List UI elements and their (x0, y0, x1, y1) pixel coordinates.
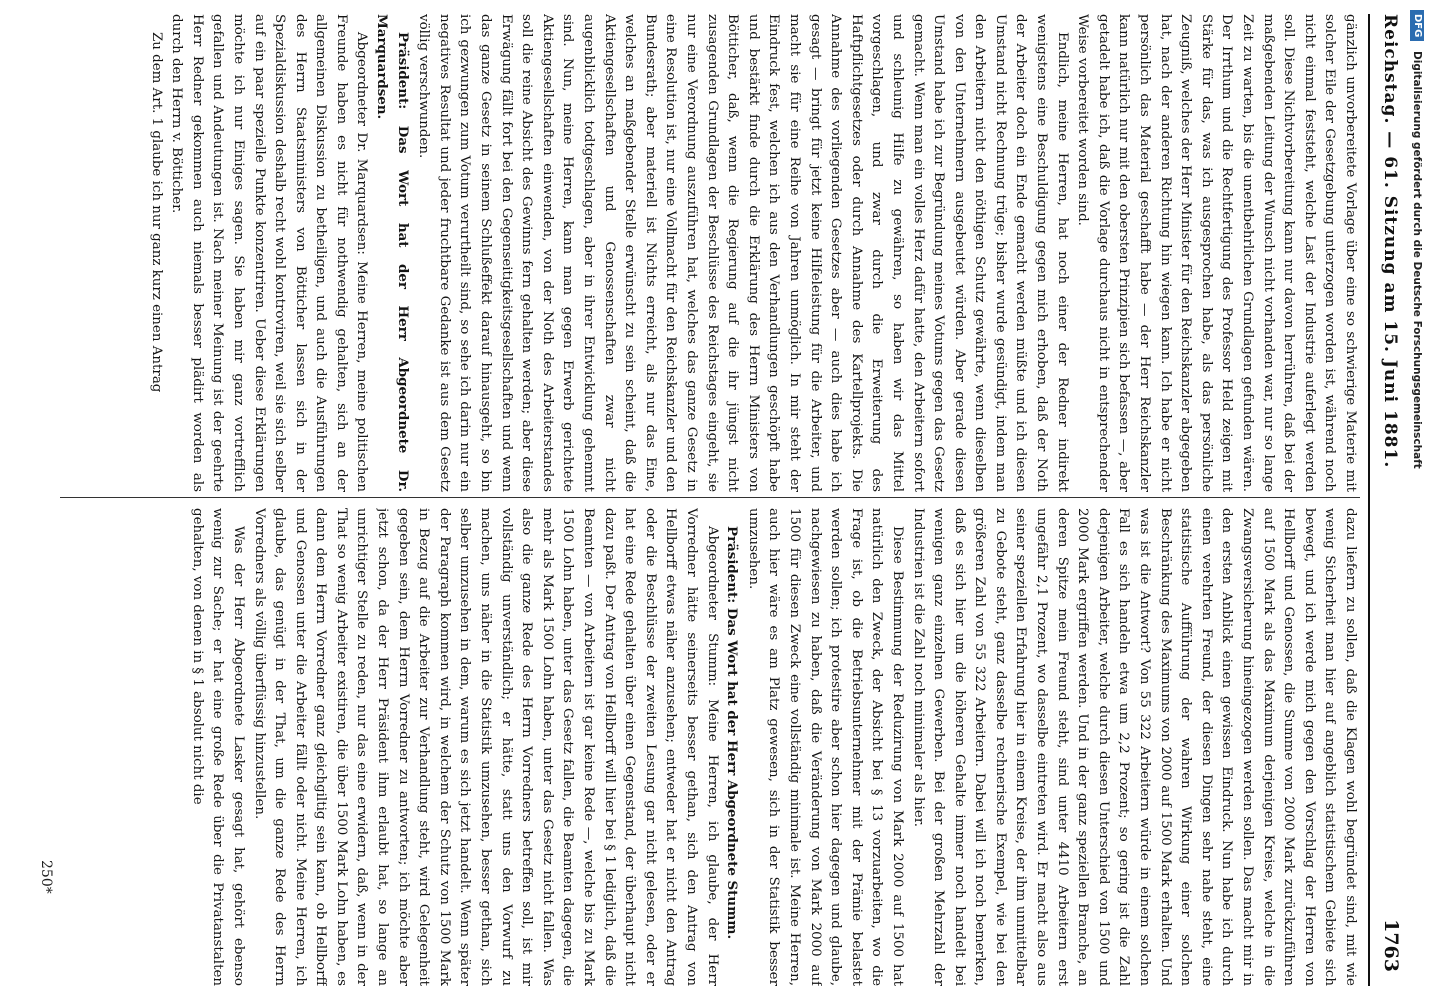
paragraph: Zu dem Art. 1 glaube ich nur ganz kurz einen Antrag (148, 32, 164, 393)
speech-paragraph: Abgeordneter Dr. Marquardsen: Meine Herren, meine politischen Freunde haben es nicht für nothwendig gehalten, sich an der allgemeinen Diskussion zu betheiligen, und auch die Ausführungen des Herrn Staatsministers von Bötticher lassen sich in der Spezialdiskussion deshalb recht wohl kontroviren, weil sie sich selber auf ein paar spezielle Punkte konzentriren. Ueber diese Erklärungen möchte ich nur Einiges sagen. Sie haben mir ganz vortrefflich gefallen und Andeutungen ist. Nach meiner Meinung ist der geehrte Herr Redner gekommen auch niemals besser plädirt worden als durch den Herrn v. Bötticher. (169, 14, 370, 492)
header-rule (1368, 14, 1370, 986)
paragraph: dazu liefern zu sollen, daß die Klagen wohl begründet sind, mit wie wenig Sicherheit man hier auf angeblich statistischem Gebiete sich bewegt, und ich werde mich gegen den Vorschlag der Herren von Hellborff und Genossen, die Summe von 2000 Mark zurückzuführen auf 1500 Mark als das Maximum derjenigen Kreise, welche in die Zwangsversicherung hineingezogen werden sollen. Das macht mir in den ersten Anblick einen gewissen Eindruck. Nun habe ich durch einen verehrten Freund, der diesen Dingen sehr nahe steht, eine statistische Aufführung der wahren Wirkung einer solchen Beschränkung des Maximums von 2000 auf 1500 Mark erhalten. Und was ist die Antwort? Von 55 322 Arbeitern würde in einem solchen Fall es sich handeln etwa um 2,2 Prozent; so gering ist die Zahl derjenigen Arbeiter, welche durch diesen Unterschied von 1500 und 2000 Mark ergriffen werden. Und in der ganz speziellen Branche, an deren Spitze mein Freund steht, sind unter 4410 Arbeitern erst ungefähr 2,1 Prozent, wo dasselbe eintreten wird. Er macht also aus seiner speziellen Erfahrung hier in einem Kreise, der ihm unmittelbar zu Gebote steht, ganz dasselbe rechnerische Exempel, wie bei den größeren Zahl von 55 322 Arbeitern. Dabei will ich noch bemerken, daß es sich hier um die höheren Gehalte immer noch handelt bei wenigen ganz einzelnen Gewerben. Bei der großen Mehrzahl der Industrien ist die Zahl noch minimaler als hier. (910, 508, 1358, 986)
text-column-right (60, 508, 1360, 986)
running-head: Reichstag. — 61. Sitzung am 15. Juni 1881. (1380, 14, 1400, 469)
digitization-credit (1404, 0, 1430, 1000)
page-header (1376, 14, 1402, 986)
paragraph: Endlich, meine Herren, hat noch einer der Redner indirekt wenigstens eine Beschuldigung gegen mich erhoben, daß der Noth der Arbeiter doch ein Ende gemacht werden müßte und ich diesen Umstand nicht Rechnung trüge; bisher wurde gesündigt, indem man den Arbeitern nicht den nöthigen Schutz gewährte, wenn dieselben von den Unternehmern ausgebeutet würden. Aber gerade diesen Umstand habe ich zur Begründung meines Votums gegen das Gesetz gemacht. Wenn man ein volles Herz dafür hatte, den Arbeitern sofort und schleunig Hilfe zu gewähren, so haben wir das Mittel vorgeschlagen, und zwar durch die Erweiterung des Haftpflichtgesetzes oder durch Annahme des Kartellprojekts. Die Annahme des vorliegenden Gesetzes aber — auch dies habe ich gesagt — bringt für jetzt keine Hilfeleistung für die Arbeiter, und macht sie für eine Reihe von Jahren unmöglich. In mir steht der Eindruck fest, welchen ich aus den Verhandlungen geschöpft habe und bestärkt finde durch die Erklärung des Herrn Ministers von Bötticher, daß, wenn die Regierung auf die ihr jüngst nicht zusagenden Grundlagen der Beschlüsse des Reichstages eingeht, sie nur eine Verordnung auszuführen hat, welches das ganze Gesetz in eine Resolution ist, nur eine Vollmacht für den Reichskanzler und den Bundesrath; aber materiell ist Nichts erreicht, als nur das Eine, welches an maßgebender Stelle erwünscht zu sein scheint, daß die Aktiengesellschaften und Genossenschaften zwar nicht augenblicklich todtgeschlagen, aber in ihrer Entwicklung gehemmt sind. Nun, meine Herren, kann man gegen Erwerb gerichtete Aktiengesellschaften einwenden, von der Noth des Arbeiterstandes soll die reine Absicht des Gewinns fern gehalten werden; aber diese Erwägung fällt fort bei den Gegenseitigkeitsgesellschaften und wenn das ganze Gesetz in seinem Schlußeffekt darauf hinausgeht, so bin ich gezwungen zum Votum verurtheilt sind, so sehe ich darin nur ein negatives Resultat und jeder fruchtbare Gedanke ist aus dem Gesetz völlig verschwunden. (416, 14, 1070, 492)
page-number: 1763 (1380, 919, 1402, 972)
paragraph: Diese Bestimmung der Reduzirung von Mark 2000 auf 1500 hat natürlich den Zweck, der Absicht bei § 13 vorzuarbeiten, wo die Frage ist, ob die Betriebsunternehmer mit der Prämie belastet werden sollen; ich protestire aber schon hier dagegen und glaube, nachgewiesen zu haben, daß die Veränderung von Mark 2000 auf 1500 für diesen Zweck eine vollständig minimale ist. Meine Herren, auch hier wäre es am Platz gewesen, sich in der Statistik besser umzusehen. (745, 508, 905, 986)
speech-paragraph: Abgeordneter Stumm: Meine Herren, ich glaube, der Herr Vorredner hätte seinerseits besser gethan, sich den Antrag von Hellborff etwas näher anzusehen; entweder hat er nicht den Antrag oder die Beschlüsse der zweiten Lesung gar nicht gelesen, oder er hat eine Rede gehalten über einen Gegenstand, der überhaupt nicht dazu paßt. Der Antrag von Hellborff will hier bei § 1 lediglich, daß die Beamten — von Arbeitern ist gar keine Rede —, welche bis zu Mark 1500 Lohn haben, unter das Gesetz fallen, die Beamten dagegen, die mehr als Mark 1500 Lohn haben, unter das Gesetz nicht fallen. Was also die ganze Rede des Herrn Vorredners betreffen soll, ist mir vollständig unverständlich; er hätte, statt uns den Vorwurf zu machen, uns näher in die Statistik umzusehen, besser gethan, sich selber umzusehen in dem, warum es sich jetzt handelt. Wenn später der Paragraph kommen wird, in welchem der Schutz von 1500 Mark in Bezug auf die Arbeiter zur Verhandlung steht, wird Gelegenheit gegeben sein, dem Herrn Vorredner zu antworten; ich möchte aber jetzt schon, da der Herr Präsident ihm erlaubt hat, so lange an unrichtiger Stelle zu reden, nur das eine erwidern, daß, wenn in der That so wenig Arbeiter existiren, die über 1500 Mark Lohn haben, es dann dem Herrn Vorredner ganz gleichgiltig sein kann, ob Hellborff und Genossen unter die Arbeiter fällt oder nicht. Meine Herren, ich glaube, das genügt in der That, um die ganze Rede des Herrn Vorredners als völlig überflüssig hinzustellen. (251, 508, 720, 986)
president-statement: Präsident: Das Wort hat der Herr Abgeordnete Dr. Marquardsen. (374, 14, 411, 492)
column-divider (60, 497, 1360, 498)
paragraph: gänzlich unvorbereitete Vorlage über eine so schwierige Materie mit solcher Eile der Gesetzgebung unterzogen worden ist, während noch nicht einmal feststeht, welche Last der Industrie auferlegt werden soll. Diese Nichtvorbereitung kann nur davon herrühren, daß bei der maßgebenden Leitung der Wunsch nicht vorhanden war, nur so lange Zeit zu warten, bis die unentbehrlichen Grundlagen gefunden wären. Der Irrthum und die Rechtfertigung des Professor Held zeigen mit Stärke für das, was ich ausgesprochen habe, als das persönliche Zeugniß, welches der Herr Minister für den Reichskanzler abgegeben hat, nach der anderen Richtung hin wiegen kann. Ich habe er nicht persönlich das Material geschafft habe — der Herr Reichskanzler kann natürlich nur mit den obersten Prinzipien sich befassen —, aber getadelt habe ich, daß die Vorlage durchaus nicht in entsprechender Weise vorbereitet worden sind. (1075, 14, 1358, 492)
signature-mark: 250* (38, 860, 54, 894)
president-statement: Präsident: Das Wort hat der Herr Abgeordnete Stumm. (724, 526, 741, 940)
text-column-left (60, 14, 1360, 492)
credit-text: Digitalisierung gefördert durch die Deutsche Forschungsgemeinschaft (1411, 51, 1423, 469)
paragraph: Was der Herr Abgeordnete Lasker gesagt hat, gehört ebenso wenig zur Sache; er hat eine große Rede über die Privatanstalten gehalten, von denen in § 1 absolut nicht die (189, 508, 246, 986)
dfg-logo: DFG (1410, 10, 1424, 41)
